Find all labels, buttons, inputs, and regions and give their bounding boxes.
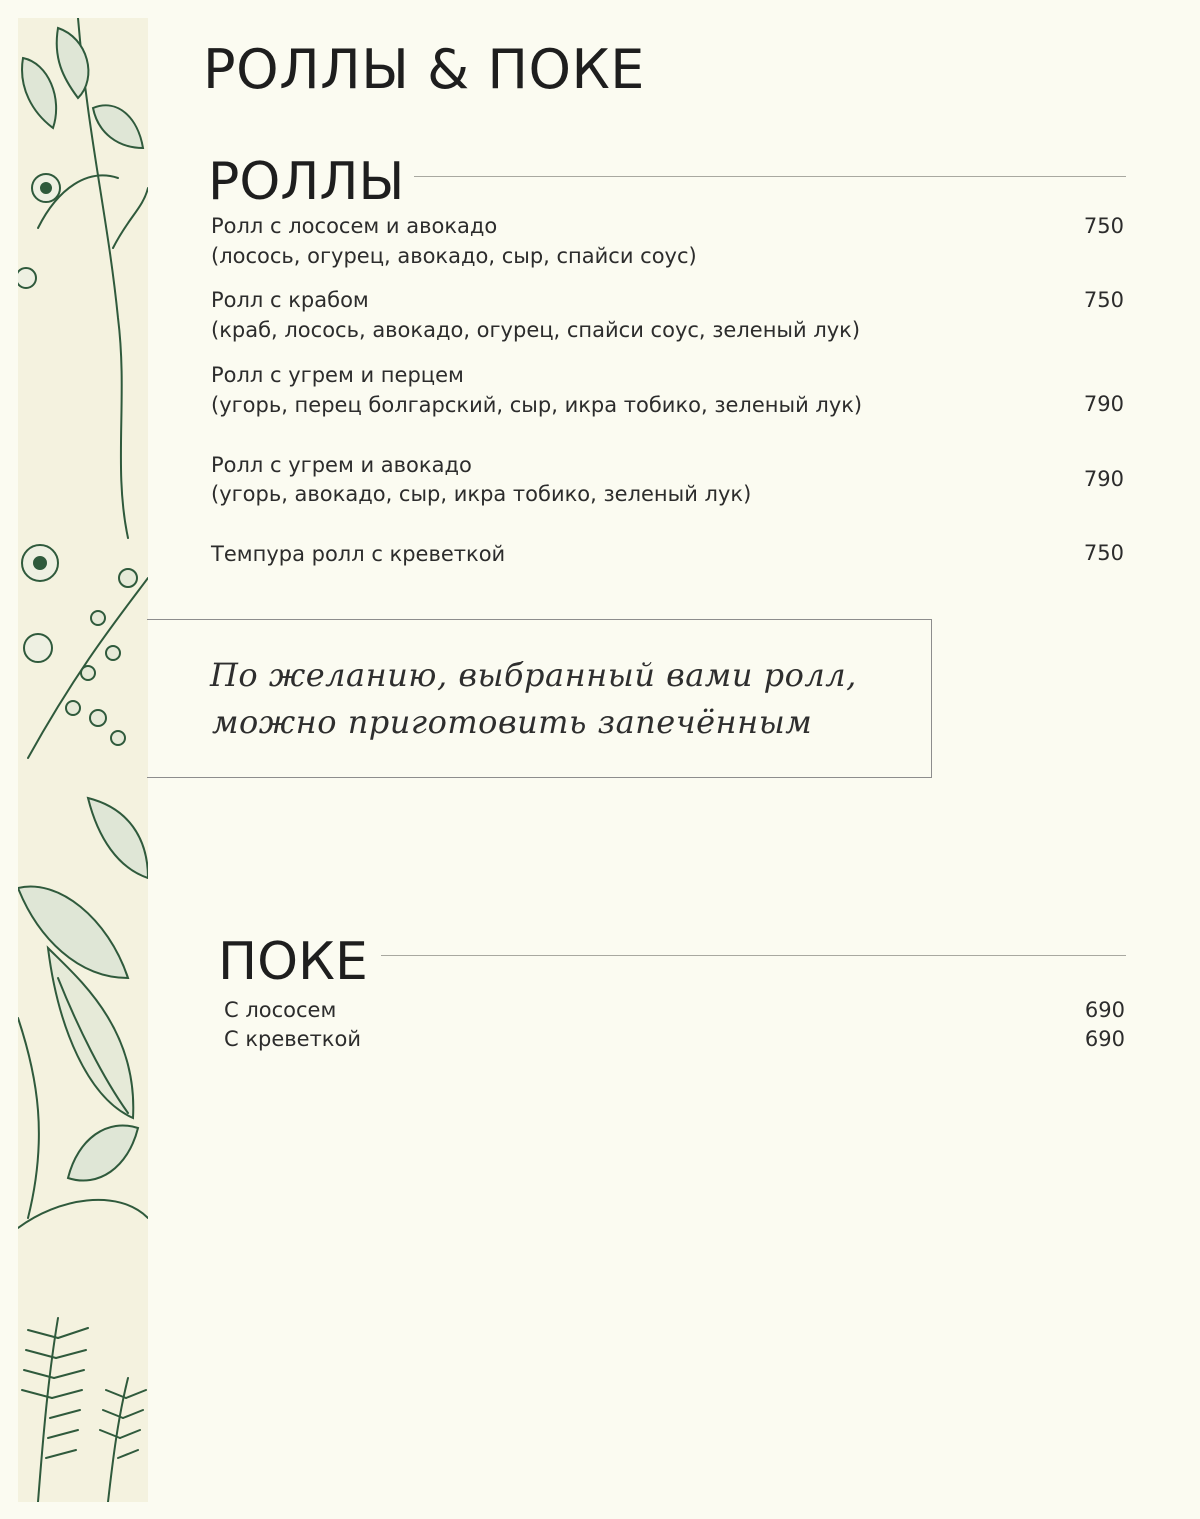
roll-item-price: 750 — [1083, 541, 1124, 565]
rolls-section-heading: РОЛЛЫ — [208, 152, 405, 212]
roll-item-name: Ролл с угрем и перцем — [211, 363, 464, 387]
poke-item-price: 690 — [1084, 1027, 1125, 1051]
roll-item-name: Темпура ролл с креветкой — [211, 542, 506, 566]
roll-item-name: Ролл с угрем и авокадо — [211, 453, 472, 477]
poke-item-price: 690 — [1084, 998, 1125, 1022]
poke-section-heading: ПОКЕ — [218, 932, 368, 992]
roll-item-description: (угорь, перец болгарский, сыр, икра тобико, зеленый лук) — [211, 393, 863, 417]
page-title: РОЛЛЫ & ПОКЕ — [203, 38, 645, 101]
roll-item-name: Ролл с крабом — [211, 288, 369, 312]
note-line-2: можно приготовить запечённым — [212, 703, 813, 741]
botanical-illustration-strip — [18, 18, 148, 1502]
roll-item-name: Ролл с лососем и авокадо — [211, 214, 498, 238]
note-line-1: По желанию, выбранный вами ролл, — [210, 656, 857, 694]
baked-roll-note-box — [147, 619, 932, 778]
rolls-section-divider — [414, 176, 1126, 177]
roll-item-price: 790 — [1083, 467, 1124, 491]
roll-item-price: 750 — [1083, 214, 1124, 238]
roll-item-description: (лосось, огурец, авокадо, сыр, спайси соус) — [211, 244, 697, 268]
poke-item-name: С лососем — [224, 998, 337, 1022]
roll-item-price: 750 — [1083, 288, 1124, 312]
roll-item-description: (угорь, авокадо, сыр, икра тобико, зеленый лук) — [211, 482, 752, 506]
poke-item-name: С креветкой — [224, 1027, 361, 1051]
botanical-engraving-icon — [18, 18, 148, 1502]
roll-item-price: 790 — [1083, 392, 1124, 416]
poke-section-divider — [381, 955, 1126, 956]
roll-item-description: (краб, лосось, авокадо, огурец, спайси соус, зеленый лук) — [211, 318, 861, 342]
